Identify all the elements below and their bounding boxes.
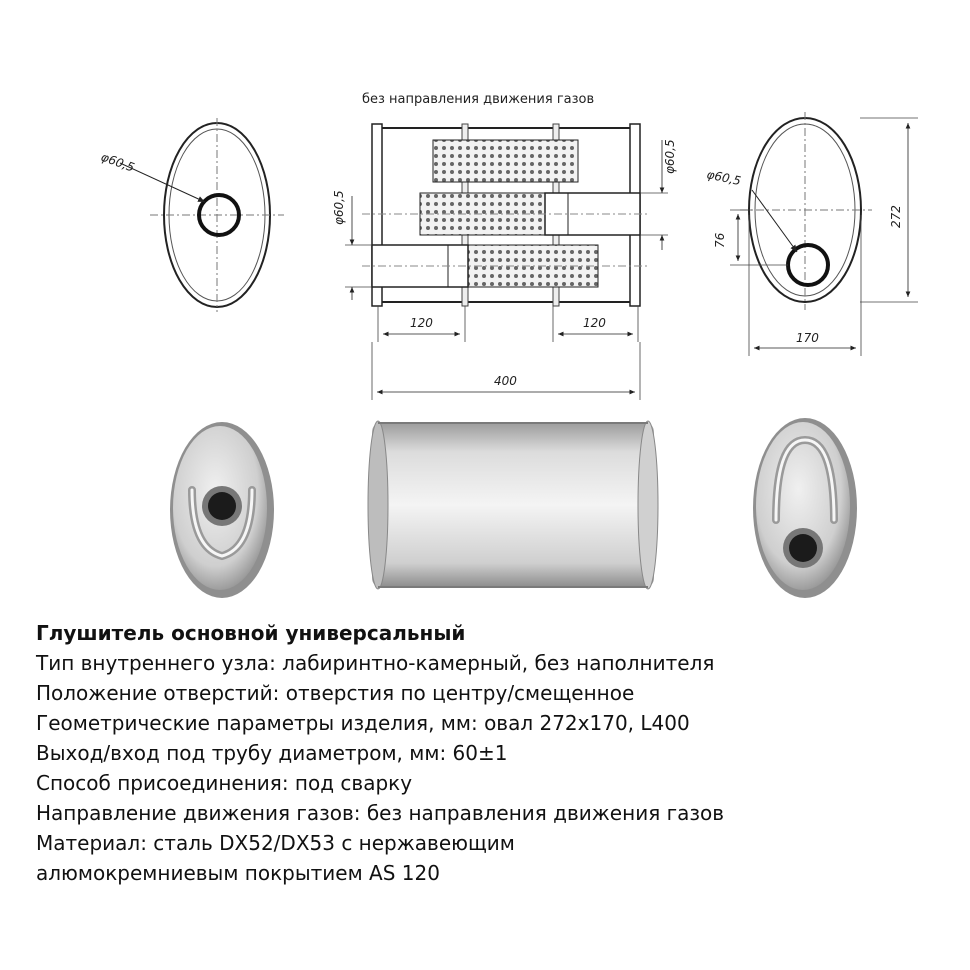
product-title: Глушитель основной универсальный — [36, 621, 466, 645]
drawing-caption: без направления движения газов — [362, 92, 595, 107]
product-specs — [36, 618, 956, 888]
dim-height: 272 — [889, 205, 903, 228]
right-end-cap-photo — [753, 418, 857, 598]
spec-line: Направление движения газов: без направления движения газов — [36, 801, 724, 825]
dim-right-pipe-diameter: φ60,5 — [705, 167, 743, 189]
spec-line: Материал: сталь DX52/DX53 с нержавеющим — [36, 831, 515, 855]
dim-outlet-length: 120 — [583, 316, 606, 330]
dim-overall-length: 400 — [494, 374, 517, 388]
perforated-tube-top — [433, 140, 578, 182]
spec-line: Положение отверстий: отверстия по центру/смещенное — [36, 681, 635, 705]
dim-left-pipe-diameter: φ60,5 — [98, 149, 137, 175]
spec-line: Геометрические параметры изделия, мм: овал 272x170, L400 — [36, 711, 690, 735]
spec-line: алюмокремниевым покрытием AS 120 — [36, 861, 440, 885]
dim-inlet-length: 120 — [410, 316, 433, 330]
spec-line: Тип внутреннего узла: лабиринтно-камерный, без наполнителя — [36, 651, 715, 675]
section-view — [332, 124, 677, 400]
dim-offset: 76 — [713, 232, 727, 248]
spec-line: Выход/вход под трубу диаметром, мм: 60±1 — [36, 741, 508, 765]
dim-width: 170 — [796, 331, 819, 345]
muffler-body-photo — [368, 421, 658, 589]
spec-line: Способ присоединения: под сварку — [36, 771, 413, 795]
right-end-view — [705, 112, 918, 356]
right-pipe-hole — [788, 245, 828, 285]
dim-right-pipe-diameter-side: φ60,5 — [663, 139, 677, 174]
left-end-cap-photo — [170, 422, 274, 598]
dim-middle-pipe-diameter: φ60,5 — [332, 190, 346, 225]
left-end-view — [99, 118, 284, 312]
